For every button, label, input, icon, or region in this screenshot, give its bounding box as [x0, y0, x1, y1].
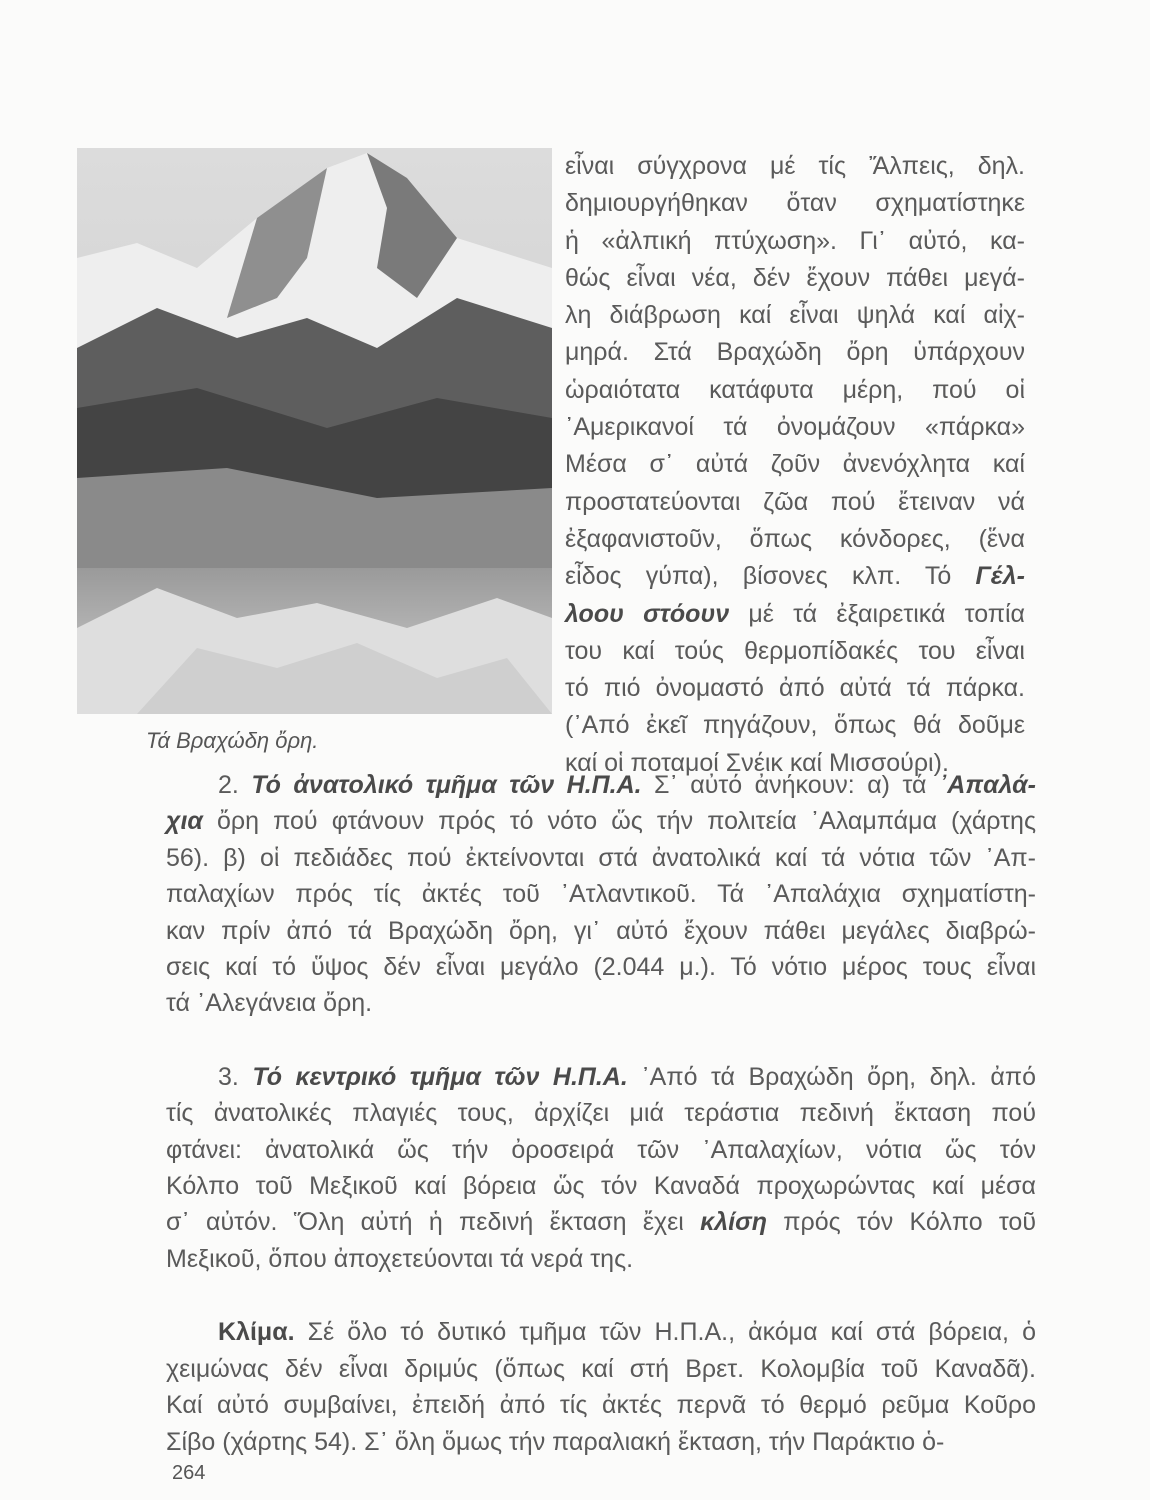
text-run: σ᾿ αὐτόν. Ὅλη αὐτή ἡ πεδινή ἔκταση ἔχει — [166, 1208, 701, 1237]
text-run: Καί αὐτό συμβαίνει, ἐπειδή ἀπό τίς ἀκτές περνᾶ τό θερμό ρεῦμα Κοῦρο — [166, 1391, 1036, 1420]
text-line — [166, 913, 1036, 949]
text-run: πρός τόν Κόλπο τοῦ — [766, 1208, 1036, 1237]
text-run: ὄρη πού φτάνουν πρός τό νότο ὥς τήν πολιτεία ᾿Αλαμπάμα (χάρτης — [202, 807, 1036, 836]
paragraph — [166, 1314, 1036, 1460]
emphasized-term: Κλίμα. — [218, 1318, 295, 1347]
text-line — [565, 372, 1025, 409]
text-line — [166, 985, 1036, 1021]
text-line — [166, 1132, 1036, 1168]
text-line — [565, 558, 1025, 595]
text-line — [565, 670, 1025, 707]
text-run: προστατεύονται ζῶα πού ἔτειναν νά — [565, 487, 1025, 516]
text-line — [565, 633, 1025, 670]
paragraph — [166, 767, 1036, 1022]
text-run: καν πρίν ἀπό τά Βραχώδη ὄρη, γι᾿ αὐτό ἔχουν πάθει μεγάλες διαβρώ- — [166, 916, 1036, 945]
paragraph-gap — [166, 1022, 1036, 1059]
text-run: τό πιό ὀνομαστό ἀπό αὐτά τά πάρκα. — [565, 674, 1025, 703]
text-line — [166, 949, 1036, 985]
text-run: μηρά. Στά Βραχώδη ὄρη ὑπάρχουν — [565, 338, 1025, 367]
text-run: Μέσα σ᾿ αὐτά ζοῦν ἀνενόχλητα καί — [565, 450, 1025, 479]
emphasized-term: Τό ἀνατολικό τμῆμα τῶν Η.Π.Α. — [251, 771, 642, 799]
emphasized-term: ᾿Απαλά- — [938, 771, 1036, 799]
text-run: του καί τούς θερμοπίδακές του εἶναι — [565, 636, 1025, 665]
text-run: χειμώνας δέν εἶναι δριμύς (ὅπως καί στή Βρετ. Κολομβία τοῦ Καναδᾶ). — [166, 1354, 1036, 1383]
text-run: Σίβο (χάρτης 54). Σ᾿ ὅλη ὅμως τήν παραλιακή ἔκταση, τήν Παράκτιο ὁ- — [166, 1427, 945, 1456]
text-line — [565, 260, 1025, 297]
text-line — [565, 409, 1025, 446]
text-run: (᾿Από ἐκεῖ πηγάζουν, ὅπως θά δοῦμε — [565, 711, 1025, 740]
text-line — [166, 803, 1036, 839]
text-line — [565, 185, 1025, 222]
text-run: τά ᾿Αλεγάνεια ὄρη. — [166, 989, 373, 1018]
text-run: σεις καί τό ὕψος δέν εἶναι μεγάλο (2.044 μ.). Τό νότιο μέρος τους εἶναι — [166, 953, 1036, 982]
text-run: ᾿Αμερικανοί τά ὀνομάζουν «πάρκα» — [565, 413, 1025, 442]
text-run: ἐξαφανιστοῦν, ὅπως κόνδορες, (ἕνα — [565, 524, 1025, 553]
text-line — [565, 521, 1025, 558]
paragraph-gap — [166, 1277, 1036, 1314]
text-run: Μεξικοῦ, ὅπου ἀποχετεύονται τά νερά της. — [166, 1244, 634, 1273]
text-run: παλαχίων πρός τίς ἀκτές τοῦ ᾿Ατλαντικοῦ. Τά ᾿Απαλάχια σχηματίστη- — [166, 880, 1036, 909]
text-line — [565, 148, 1025, 185]
text-line — [166, 1387, 1036, 1423]
text-run: Κόλπο τοῦ Μεξικοῦ καί βόρεια ὥς τόν Καναδά προχωρώντας καί μέσα — [166, 1172, 1036, 1201]
emphasized-term: κλίση — [700, 1208, 767, 1237]
text-line — [565, 334, 1025, 371]
text-line — [565, 297, 1025, 334]
text-run: 3. — [218, 1062, 253, 1091]
text-run: ᾿Από τά Βραχώδη ὄρη, δηλ. ἀπό — [627, 1062, 1036, 1091]
page-number: 264 — [172, 1462, 206, 1484]
emphasized-term: χια — [166, 807, 203, 836]
paragraph — [166, 1059, 1036, 1277]
text-line — [565, 446, 1025, 483]
emphasized-term: Γέλ- — [975, 562, 1025, 591]
text-run: τίς ἀνατολικές πλαγιές τους, ἀρχίζει μιά τεράστια πεδινή ἔκταση πού — [166, 1099, 1036, 1128]
body-text — [166, 767, 1036, 1460]
text-line — [166, 1424, 1036, 1460]
text-line — [565, 707, 1025, 744]
text-run: Σ᾿ αὐτό ἀνήκουν: α) τά — [641, 771, 939, 799]
text-line — [166, 876, 1036, 912]
text-line — [166, 1314, 1036, 1350]
text-run: λη διάβρωση καί εἶναι ψηλά καί αἰχ- — [565, 301, 1025, 330]
figure-caption: Τά Βραχώδη ὄρη. — [146, 728, 319, 753]
text-line — [166, 840, 1036, 876]
emphasized-term: Τό κεντρικό τμῆμα τῶν Η.Π.Α. — [252, 1062, 628, 1091]
text-run: 56). β) οἱ πεδιάδες πού ἐκτείνονται στά ἀνατολικά καί τά νότια τῶν ᾿Απ- — [166, 843, 1036, 872]
text-run: μέ τά ἐξαιρετικά τοπία — [729, 599, 1025, 628]
text-run: θώς εἶναι νέα, δέν ἔχουν πάθει μεγά- — [565, 263, 1025, 292]
mountain-lake-photo — [77, 148, 552, 714]
text-run: δημιουργήθηκαν ὅταν σχηματίστηκε — [565, 189, 1025, 218]
text-line — [565, 223, 1025, 260]
text-run: καί οἱ ποταμοί Σνέικ καί Μισσούρι). — [565, 748, 949, 777]
emphasized-term: λοου στόουν — [565, 599, 730, 628]
text-line — [166, 1204, 1036, 1240]
text-run: Σέ ὅλο τό δυτικό τμῆμα τῶν Η.Π.Α., ἀκόμα καί στά βόρεια, ὁ — [294, 1318, 1036, 1347]
text-line — [565, 596, 1025, 633]
text-line — [166, 1168, 1036, 1204]
text-run: ὡραιότατα κατάφυτα μέρη, πού οἱ — [565, 375, 1025, 404]
text-line — [166, 1059, 1036, 1095]
text-line — [166, 767, 1036, 803]
right-column-text — [565, 148, 1025, 782]
text-line — [166, 1095, 1036, 1131]
text-run: ἡ «ἀλπική πτύχωση». Γι᾿ αὐτό, κα- — [565, 226, 1025, 255]
text-run: εἶδος γύπα), βίσονες κλπ. Τό — [565, 562, 976, 591]
text-line — [166, 1241, 1036, 1277]
text-run: φτάνει: ἀνατολικά ὥς τήν ὀροσειρά τῶν ᾿Απαλαχίων, νότια ὥς τόν — [166, 1135, 1036, 1164]
text-line — [166, 1351, 1036, 1387]
text-line — [565, 484, 1025, 521]
text-run: 2. — [218, 771, 252, 799]
text-run: εἶναι σύγχρονα μέ τίς Ἄλπεις, δηλ. — [565, 152, 1025, 180]
